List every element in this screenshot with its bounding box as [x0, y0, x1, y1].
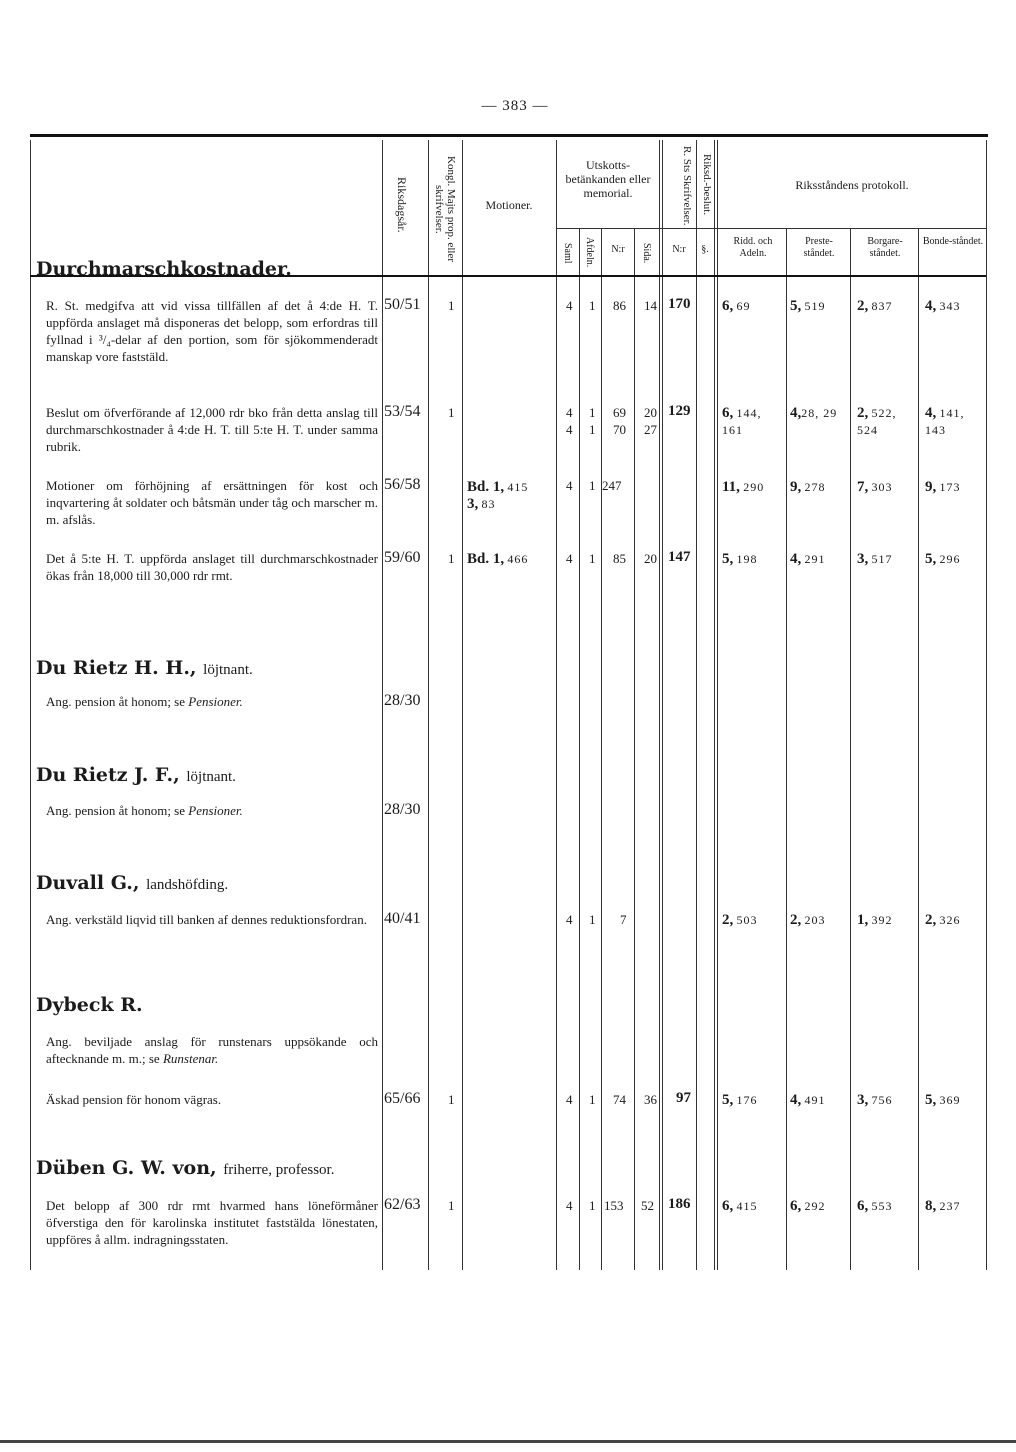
rsts-nr-value: 147 — [668, 549, 691, 565]
ridd-ref: 2, 503 — [722, 912, 758, 928]
ridd-ref: 6, 415 — [722, 1198, 758, 1214]
header-riksd-beslut: Riksd.-beslut. — [701, 154, 713, 216]
sida-value: 20 — [644, 551, 657, 566]
saml-value: 4 — [566, 478, 573, 493]
saml-value: 4 — [566, 1198, 573, 1213]
rsts-nr-value: 186 — [668, 1196, 691, 1212]
ridd-ref: 11, 290 — [722, 479, 765, 495]
afdeln-value: 1 — [589, 551, 596, 566]
preste-ref: 4,28, 29 — [790, 405, 838, 421]
nr-value: 85 — [613, 551, 626, 566]
rsts-nr-value: 170 — [668, 296, 691, 312]
column-divider — [986, 140, 987, 1270]
nr-value: 7 — [620, 912, 627, 927]
riksdagsar-value: 65/66 — [384, 1090, 421, 1107]
ridd-ref: 6, 144, — [722, 405, 762, 421]
borgare-ref: 7, 303 — [857, 479, 893, 495]
column-divider — [634, 228, 635, 1270]
entry-text: Beslut om öfverförande af 12,000 rdr bko från detta anslag till durchmarschkostnader å 4:de H. T. till 5:te H. T. under samma rubrik. — [46, 405, 378, 454]
column-divider — [556, 140, 557, 1270]
bonde-ref: 4, 343 — [925, 298, 961, 314]
bonde-ref: 9, 173 — [925, 479, 961, 495]
header-utskotts: Utskotts-betänkanden eller memorial. — [565, 158, 651, 200]
section-title-du-rietz-hh: Du Rietz H. H., löjtnant. — [36, 657, 253, 679]
column-divider — [601, 228, 602, 1270]
preste-ref: 6, 292 — [790, 1198, 826, 1214]
column-divider — [382, 140, 383, 1270]
column-divider — [786, 228, 787, 1270]
borgare-ref: 524 — [857, 423, 878, 437]
column-divider — [579, 228, 580, 1270]
entry-text: Ang. beviljade anslag för runstenars uppsökande och aftecknande m. m.; se Runstenar. — [46, 1034, 378, 1066]
afdeln-value: 1 — [589, 405, 596, 420]
ridd-ref: 6, 69 — [722, 298, 751, 314]
sida-value: 14 — [644, 298, 657, 313]
preste-ref: 5, 519 — [790, 298, 826, 314]
header-rsts-nr: N:r — [672, 244, 686, 255]
entry-text: Det belopp af 300 rdr rmt hvarmed hans löneförmåner öfverstiga den för karolinska institutet faststälda lönestaten, uppföres å allm. indragningsstaten. — [46, 1198, 378, 1247]
rsts-nr-value: 97 — [676, 1090, 691, 1106]
nr-value: 86 — [613, 298, 626, 313]
section-title-durchmarschkostnader: Durchmarschkostnader. — [36, 258, 292, 280]
entry-text: Ang. verkstäld liqvid till banken af dennes reduktionsfordran. — [46, 912, 367, 927]
kongl-value: 1 — [448, 1198, 455, 1213]
riksdagsar-value: 50/51 — [384, 296, 421, 313]
afdeln-value: 1 — [589, 478, 596, 493]
kongl-value: 1 — [448, 1092, 455, 1107]
header-kongl: Kongl. Majts prop. eller skrifvelser. — [433, 155, 457, 262]
bonde-ref: 2, 326 — [925, 912, 961, 928]
header-bonde: Bonde-ståndet. — [922, 236, 984, 247]
afdeln-value: 1 — [589, 422, 596, 437]
preste-ref: 2, 203 — [790, 912, 826, 928]
entry-text: Det å 5:te H. T. uppförda anslaget till durchmarschkostnader ökas från 18,000 till 30,000 rdr rmt. — [46, 551, 378, 583]
ridd-ref: 161 — [722, 423, 743, 437]
column-divider — [714, 140, 715, 1270]
preste-ref: 9, 278 — [790, 479, 826, 495]
preste-ref: 4, 491 — [790, 1092, 826, 1108]
riksdagsar-value: 40/41 — [384, 910, 421, 927]
bonde-ref: 4, 141, — [925, 405, 965, 421]
afdeln-value: 1 — [589, 1198, 596, 1213]
nr-value: 247 — [602, 478, 622, 493]
kongl-value: 1 — [448, 298, 455, 313]
header-saml: Saml — [562, 242, 573, 264]
column-divider — [659, 140, 660, 1270]
header-nr: N:r — [611, 244, 625, 255]
afdeln-value: 1 — [589, 912, 596, 927]
nr-value: 69 — [613, 405, 626, 420]
motioner-ref: Bd. 1, 466 — [467, 551, 529, 567]
column-divider — [850, 228, 851, 1270]
bonde-ref: 8, 237 — [925, 1198, 961, 1214]
column-divider — [918, 228, 919, 1270]
section-title-duvall: Duvall G., landshöfding. — [36, 872, 229, 894]
borgare-ref: 2, 522, — [857, 405, 897, 421]
entry-text: Äskad pension för honom vägras. — [46, 1092, 222, 1107]
riksdagsar-value: 59/60 — [384, 549, 421, 566]
preste-ref: 4, 291 — [790, 551, 826, 567]
sida-value: 27 — [644, 422, 657, 437]
riksdagsar-value: 62/63 — [384, 1196, 421, 1213]
scan-edge — [0, 1440, 1016, 1443]
header-motioner: Motioner. — [485, 198, 533, 212]
riksdagsar-value: 56/58 — [384, 476, 421, 493]
nr-value: 153 — [604, 1198, 624, 1213]
saml-value: 4 — [566, 298, 573, 313]
motioner-ref: Bd. 1, 415 — [467, 479, 529, 495]
entry-text: Ang. pension åt honom; se Pensioner. — [46, 694, 243, 709]
header-rsts: R. Sts Skrifvelser. — [681, 146, 693, 226]
header-ridd: Ridd. och Adeln. — [733, 236, 773, 259]
borgare-ref: 3, 756 — [857, 1092, 893, 1108]
motioner-ref: 3, 83 — [467, 496, 496, 512]
top-rule — [30, 134, 988, 137]
column-divider — [696, 140, 697, 1270]
bonde-ref: 5, 369 — [925, 1092, 961, 1108]
borgare-ref: 1, 392 — [857, 912, 893, 928]
afdeln-value: 1 — [589, 298, 596, 313]
rsts-nr-value: 129 — [668, 403, 691, 419]
header-divider — [556, 228, 986, 229]
riksdagsar-value: 28/30 — [384, 801, 421, 818]
header-preste: Preste-ståndet. — [803, 236, 835, 259]
sida-value: 36 — [644, 1092, 657, 1107]
header-riksdagsar: Riksdagsår. — [395, 177, 409, 233]
ridd-ref: 5, 176 — [722, 1092, 758, 1108]
bonde-ref: 143 — [925, 423, 946, 437]
section-title-dybeck: Dybeck R. — [36, 994, 143, 1016]
column-divider — [30, 140, 31, 1270]
sida-value: 52 — [641, 1198, 654, 1213]
page-number: — 383 — — [481, 98, 549, 114]
entry-text: R. St. medgifva att vid vissa tillfällen af det å 4:de H. T. uppförda anslaget må disponeras det belopp, som erfordras till fyllnad i ³/₄-delar af den portion, som för sjökommenderadt manskap vore faststäld. — [46, 298, 378, 364]
riksdagsar-value: 53/54 — [384, 403, 421, 420]
saml-value: 4 — [566, 912, 573, 927]
kongl-value: 1 — [448, 405, 455, 420]
borgare-ref: 6, 553 — [857, 1198, 893, 1214]
nr-value: 74 — [613, 1092, 626, 1107]
sida-value: 20 — [644, 405, 657, 420]
saml-value: 4 — [566, 1092, 573, 1107]
riksdagsar-value: 28/30 — [384, 692, 421, 709]
header-borgare: Borgare-ståndet. — [867, 236, 903, 259]
section-title-duben: Düben G. W. von, friherre, professor. — [36, 1157, 335, 1179]
section-title-du-rietz-jf: Du Rietz J. F., löjtnant. — [36, 764, 236, 786]
borgare-ref: 2, 837 — [857, 298, 893, 314]
column-divider — [428, 140, 429, 1270]
entry-text: Motioner om förhöjning af ersättningen för kost och inqvartering åt soldater och båtsmän under tåg och marscher m. m. afslås. — [46, 478, 378, 527]
borgare-ref: 3, 517 — [857, 551, 893, 567]
saml-value: 4 — [566, 405, 573, 420]
kongl-value: 1 — [448, 551, 455, 566]
header-riksstandens: Riksståndens protokoll. — [795, 178, 909, 192]
saml-value: 4 — [566, 422, 573, 437]
column-divider — [462, 140, 463, 1270]
header-sida: Sida. — [641, 242, 652, 264]
header-paragraph: §. — [701, 244, 709, 255]
header-afdeln: Afdeln. — [584, 236, 595, 268]
saml-value: 4 — [566, 551, 573, 566]
afdeln-value: 1 — [589, 1092, 596, 1107]
nr-value: 70 — [613, 422, 626, 437]
bonde-ref: 5, 296 — [925, 551, 961, 567]
entry-text: Ang. pension åt honom; se Pensioner. — [46, 803, 243, 818]
ridd-ref: 5, 198 — [722, 551, 758, 567]
